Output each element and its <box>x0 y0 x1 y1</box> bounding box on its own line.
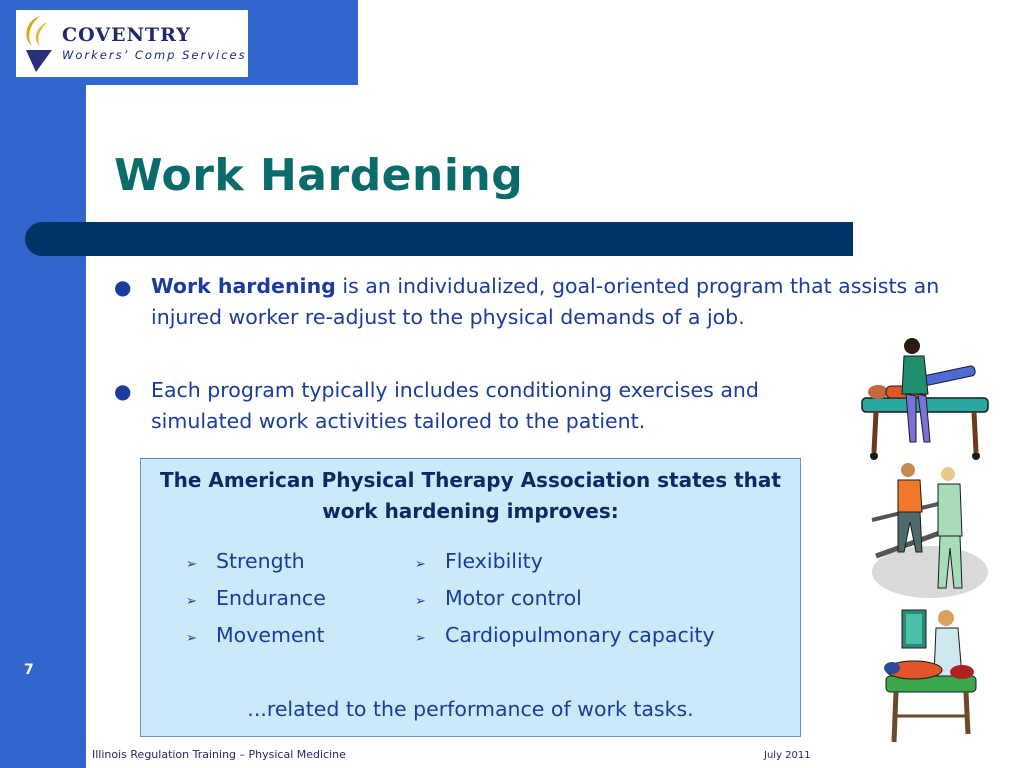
massage-therapy-image <box>880 606 980 746</box>
footer-date: July 2011 <box>764 750 811 761</box>
slide-title: Work Hardening <box>114 150 524 201</box>
bullet-dot-icon: ● <box>114 379 132 403</box>
coventry-logo <box>16 10 248 77</box>
gait-training-image <box>868 460 992 600</box>
bullet-item-1 <box>151 271 951 333</box>
logo-subtitle: Workers’ Comp Services <box>62 48 247 62</box>
benefit-label: Cardiopulmonary capacity <box>445 623 715 647</box>
benefit-label: Movement <box>216 623 325 647</box>
arrowhead-icon: ➢ <box>186 594 197 609</box>
arrowhead-icon: ➢ <box>186 631 197 646</box>
apta-heading: The American Physical Therapy Association states that work hardening improves: <box>160 468 781 523</box>
bullet-item-2 <box>151 375 831 437</box>
benefit-label: Strength <box>216 549 305 573</box>
coventry-emblem-icon <box>18 12 58 74</box>
left-blue-band <box>0 0 86 768</box>
arrowhead-icon: ➢ <box>186 557 197 572</box>
arrowhead-icon: ➢ <box>415 557 426 572</box>
therapist-stretching-patient-image <box>858 336 992 462</box>
bullet-text: Each program typically includes conditioning exercises and simulated work activities tailored to the patient. <box>151 378 759 433</box>
benefit-label: Motor control <box>445 586 582 610</box>
apta-closing: ...related to the performance of work tasks. <box>247 697 694 721</box>
title-underline-bar <box>25 222 853 256</box>
apta-box <box>140 458 801 737</box>
arrowhead-icon: ➢ <box>415 631 426 646</box>
benefit-label: Endurance <box>216 586 326 610</box>
arrowhead-icon: ➢ <box>415 594 426 609</box>
footer-left: Illinois Regulation Training – Physical Medicine <box>92 748 346 761</box>
benefit-label: Flexibility <box>445 549 543 573</box>
bullet-text: is an individualized, goal-oriented program that assists an injured worker re-adjust to the physical demands of a job. <box>151 274 940 329</box>
bullet-term: Work hardening <box>151 274 336 298</box>
logo-name: COVENTRY <box>62 24 191 46</box>
bullet-dot-icon: ● <box>114 275 132 299</box>
slide-number: 7 <box>24 662 34 678</box>
